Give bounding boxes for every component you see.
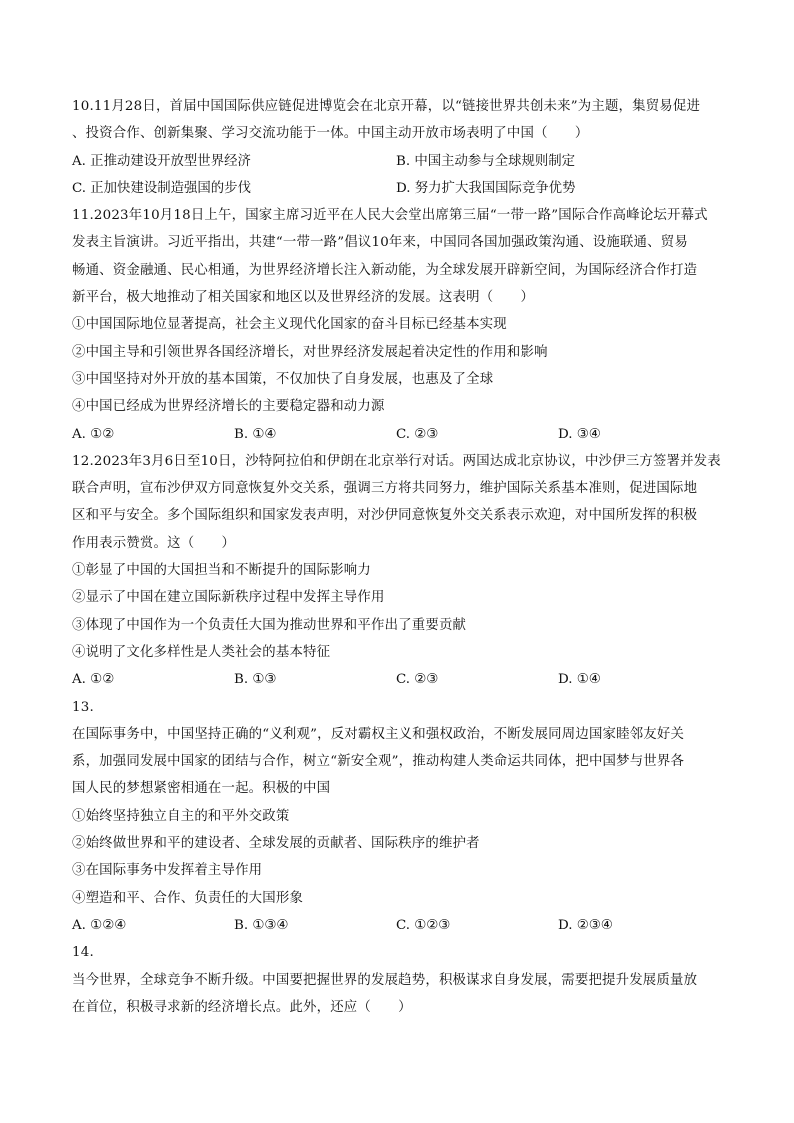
question-text-line: 畅通、资金融通、民心相通，为世界经济增长注入新动能，为全球发展开辟新空间，为国际经济合作打造 — [72, 262, 698, 278]
option-c[interactable]: C. 正加快建设制造强国的步伐 — [72, 180, 251, 196]
question-text-line: 12.2023年3月6日至10日，沙特阿拉伯和伊朗在北京举行对话。两国达成北京协议，中沙伊三方签署并发表 — [72, 453, 721, 469]
statement-4: ④塑造和平、合作、负责任的大国形象 — [72, 890, 304, 906]
question-text-line: 当今世界，全球竞争不断升级。中国要把握世界的发展趋势，积极谋求自身发展，需要把提升发展质量放 — [72, 972, 698, 988]
question-text-line: 国人民的梦想紧密相通在一起。积极的中国 — [72, 781, 331, 797]
question-text-line: 作用表示赞赏。这（ ） — [72, 535, 236, 551]
question-text-line: 、投资合作、创新集聚、学习交流功能于一体。中国主动开放市场表明了中国（ ） — [72, 126, 589, 142]
question-number: 13. — [72, 699, 94, 715]
option-d[interactable]: D. ③④ — [558, 426, 601, 442]
statement-1: ①彰显了中国的大国担当和不断提升的国际影响力 — [72, 563, 371, 579]
question-text-line: 在首位，积极寻求新的经济增长点。此外，还应（ ） — [72, 999, 412, 1015]
question-text-line: 联合声明，宣布沙伊双方同意恢复外交关系，强调三方将共同努力，维护国际关系基本准则，促进国际地 — [72, 481, 698, 497]
statement-1: ①中国国际地位显著提高，社会主义现代化国家的奋斗目标已经基本实现 — [72, 317, 507, 333]
question-text-line: 11.2023年10月18日上午，国家主席习近平在人民大会堂出席第三届“一带一路”国际合作高峰论坛开幕式 — [72, 208, 708, 224]
statement-4: ④中国已经成为世界经济增长的主要稳定器和动力源 — [72, 399, 385, 415]
option-d[interactable]: D. 努力扩大我国国际竞争优势 — [396, 180, 576, 196]
option-a[interactable]: A. ①② — [72, 672, 115, 688]
option-d[interactable]: D. ②③④ — [558, 917, 613, 933]
option-d[interactable]: D. ①④ — [558, 672, 601, 688]
option-c[interactable]: C. ①②③ — [396, 917, 451, 933]
exam-page — [72, 93, 722, 1021]
question-text-line: 发表主旨演讲。习近平指出，共建“一带一路”倡议10年来，中国同各国加强政策沟通、设施联通、贸易 — [72, 235, 688, 251]
question-13 — [72, 694, 722, 940]
question-text-line: 在国际事务中，中国坚持正确的“义利观”，反对霸权主义和强权政治，不断发展同周边国家睦邻友好关 — [72, 726, 685, 742]
options-row — [72, 666, 722, 693]
statement-1: ①始终坚持独立自主的和平外交政策 — [72, 808, 290, 824]
statement-3: ③在国际事务中发挥着主导作用 — [72, 863, 263, 879]
option-c[interactable]: C. ②③ — [396, 426, 439, 442]
question-text-line: 系，加强同发展中国家的团结与合作，树立“新安全观”，推动构建人类命运共同体，把中国梦与世界各 — [72, 754, 685, 770]
options-row — [72, 175, 722, 202]
statement-2: ②显示了中国在建立国际新秩序过程中发挥主导作用 — [72, 590, 385, 606]
statement-2: ②中国主导和引领世界各国经济增长，对世界经济发展起着决定性的作用和影响 — [72, 344, 548, 360]
statement-3: ③体现了中国作为一个负责任大国为推动世界和平作出了重要贡献 — [72, 617, 467, 633]
question-text-line: 新平台，极大地推动了相关国家和地区以及世界经济的发展。这表明（ ） — [72, 290, 535, 306]
question-14 — [72, 939, 722, 1021]
statement-3: ③中国坚持对外开放的基本国策，不仅加快了自身发展，也惠及了全球 — [72, 371, 494, 387]
option-a[interactable]: A. ①② — [72, 426, 115, 442]
options-row — [72, 912, 722, 939]
question-text-line: 10.11月28日，首届中国国际供应链促进博览会在北京开幕，以“链接世界共创未来”为主题，集贸易促进 — [72, 99, 701, 114]
option-b[interactable]: B. ①③④ — [234, 917, 289, 933]
option-b[interactable]: B. ①③ — [234, 672, 277, 688]
options-row — [72, 421, 722, 448]
question-number: 14. — [72, 945, 94, 961]
options-row — [72, 148, 722, 175]
statement-2: ②始终做世界和平的建设者、全球发展的贡献者、国际秩序的维护者 — [72, 836, 480, 852]
question-10 — [72, 93, 722, 202]
option-b[interactable]: B. ①④ — [234, 426, 277, 442]
option-c[interactable]: C. ②③ — [396, 672, 439, 688]
option-a[interactable]: A. ①②④ — [72, 917, 127, 933]
option-b[interactable]: B. 中国主动参与全球规则制定 — [396, 153, 576, 169]
question-text-line: 区和平与安全。多个国际组织和国家发表声明，对沙伊同意恢复外交关系表示欢迎，对中国所发挥的积极 — [72, 508, 698, 524]
statement-4: ④说明了文化多样性是人类社会的基本特征 — [72, 644, 331, 660]
question-12 — [72, 448, 722, 694]
question-11 — [72, 202, 722, 448]
option-a[interactable]: A. 正推动建设开放型世界经济 — [72, 153, 251, 169]
